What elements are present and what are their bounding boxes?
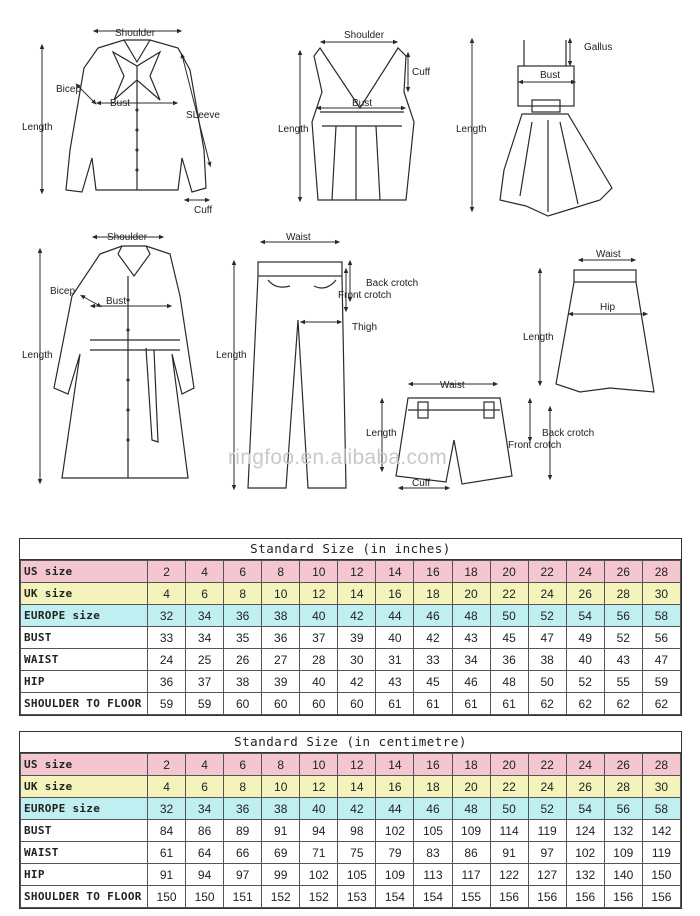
size-value-cell: 8: [262, 561, 300, 583]
shorts-waist-label: Waist: [440, 380, 465, 391]
size-value-cell: 36: [224, 798, 262, 820]
size-value-cell: 16: [414, 754, 452, 776]
size-value-cell: 102: [300, 864, 338, 886]
size-value-cell: 48: [490, 671, 528, 693]
size-value-cell: 18: [414, 776, 452, 798]
watermark-text: ringfoo.en.alibaba.com: [228, 446, 448, 469]
size-value-cell: 119: [642, 842, 680, 864]
size-value-cell: 59: [186, 693, 224, 715]
size-value-cell: 46: [452, 671, 490, 693]
row-label: SHOULDER TO FLOOR: [21, 693, 148, 715]
size-value-cell: 32: [148, 605, 186, 627]
size-value-cell: 50: [490, 605, 528, 627]
size-value-cell: 10: [300, 754, 338, 776]
size-value-cell: 154: [414, 886, 452, 908]
coat-length-label: Length: [22, 350, 53, 361]
size-value-cell: 62: [528, 693, 566, 715]
size-value-cell: 38: [262, 605, 300, 627]
size-value-cell: 132: [566, 864, 604, 886]
size-value-cell: 52: [528, 798, 566, 820]
vest-diagram: [278, 30, 430, 200]
size-value-cell: 60: [338, 693, 376, 715]
size-value-cell: 156: [566, 886, 604, 908]
size-value-cell: 27: [262, 649, 300, 671]
skirt-waist-label: Waist: [596, 249, 621, 260]
size-value-cell: 18: [452, 561, 490, 583]
size-value-cell: 14: [376, 561, 414, 583]
size-value-cell: 43: [604, 649, 642, 671]
size-value-cell: 6: [224, 561, 262, 583]
size-value-cell: 40: [300, 605, 338, 627]
table-row: [21, 842, 681, 864]
size-value-cell: 34: [186, 627, 224, 649]
size-value-cell: 156: [490, 886, 528, 908]
coat-shoulder-label: Shoulder: [107, 232, 148, 243]
size-value-cell: 14: [338, 583, 376, 605]
size-value-cell: 10: [300, 561, 338, 583]
size-value-cell: 26: [566, 776, 604, 798]
size-value-cell: 62: [604, 693, 642, 715]
size-value-cell: 28: [604, 776, 642, 798]
size-value-cell: 18: [452, 754, 490, 776]
coat-diagram: [22, 232, 194, 482]
size-value-cell: 20: [490, 561, 528, 583]
size-value-cell: 16: [376, 583, 414, 605]
size-value-cell: 62: [642, 693, 680, 715]
size-value-cell: 102: [376, 820, 414, 842]
shirt-bust-label: Bust: [110, 98, 131, 109]
size-value-cell: 84: [148, 820, 186, 842]
size-value-cell: 117: [452, 864, 490, 886]
size-value-cell: 4: [148, 583, 186, 605]
row-label: UK size: [21, 776, 148, 798]
size-value-cell: 18: [414, 583, 452, 605]
row-label: UK size: [21, 583, 148, 605]
size-value-cell: 152: [262, 886, 300, 908]
size-value-cell: 28: [642, 561, 680, 583]
size-value-cell: 46: [414, 798, 452, 820]
shirt-length-label: Length: [22, 122, 53, 133]
size-value-cell: 37: [186, 671, 224, 693]
size-value-cell: 31: [376, 649, 414, 671]
row-label: EUROPE size: [21, 798, 148, 820]
size-value-cell: 69: [262, 842, 300, 864]
size-value-cell: 50: [490, 798, 528, 820]
size-value-cell: 6: [186, 776, 224, 798]
size-value-cell: 39: [338, 627, 376, 649]
size-value-cell: 4: [148, 776, 186, 798]
size-value-cell: 113: [414, 864, 452, 886]
table-row: [21, 798, 681, 820]
size-value-cell: 4: [186, 561, 224, 583]
table-body: [21, 561, 681, 715]
size-value-cell: 36: [224, 605, 262, 627]
size-value-cell: 36: [262, 627, 300, 649]
skirt-diagram: [523, 249, 654, 392]
size-value-cell: 36: [490, 649, 528, 671]
row-label: HIP: [21, 671, 148, 693]
size-value-cell: 8: [224, 776, 262, 798]
size-value-cell: 25: [186, 649, 224, 671]
size-value-cell: 61: [490, 693, 528, 715]
size-value-cell: 54: [566, 605, 604, 627]
row-label: WAIST: [21, 842, 148, 864]
size-value-cell: 24: [566, 754, 604, 776]
table-row: [21, 605, 681, 627]
size-value-cell: 156: [528, 886, 566, 908]
row-label: EUROPE size: [21, 605, 148, 627]
size-value-cell: 86: [452, 842, 490, 864]
size-value-cell: 48: [452, 605, 490, 627]
table-row: [21, 776, 681, 798]
row-label: WAIST: [21, 649, 148, 671]
size-value-cell: 10: [262, 776, 300, 798]
size-value-cell: 83: [414, 842, 452, 864]
size-value-cell: 43: [376, 671, 414, 693]
size-value-cell: 48: [452, 798, 490, 820]
table-row: [21, 583, 681, 605]
size-value-cell: 30: [642, 776, 680, 798]
size-value-cell: 24: [148, 649, 186, 671]
size-value-cell: 38: [528, 649, 566, 671]
size-value-cell: 42: [338, 605, 376, 627]
size-value-cell: 60: [262, 693, 300, 715]
row-label: SHOULDER TO FLOOR: [21, 886, 148, 908]
size-value-cell: 32: [148, 798, 186, 820]
table-row: [21, 671, 681, 693]
size-value-cell: 89: [224, 820, 262, 842]
table-row: [21, 561, 681, 583]
pants-back-crotch-label: Back crotch: [366, 278, 419, 289]
size-value-cell: 16: [414, 561, 452, 583]
size-value-cell: 153: [338, 886, 376, 908]
size-value-cell: 91: [148, 864, 186, 886]
size-value-cell: 47: [528, 627, 566, 649]
pants-length-label: Length: [216, 350, 247, 361]
size-value-cell: 150: [642, 864, 680, 886]
size-value-cell: 22: [528, 754, 566, 776]
vest-shoulder-label: Shoulder: [344, 30, 385, 41]
size-value-cell: 152: [300, 886, 338, 908]
size-value-cell: 154: [376, 886, 414, 908]
size-value-cell: 58: [642, 798, 680, 820]
size-value-cell: 58: [642, 605, 680, 627]
row-label: HIP: [21, 864, 148, 886]
size-value-cell: 132: [604, 820, 642, 842]
shirt-bicep-label: Bicep: [56, 84, 82, 95]
size-value-cell: 20: [490, 754, 528, 776]
size-value-cell: 98: [338, 820, 376, 842]
size-value-cell: 40: [566, 649, 604, 671]
size-value-cell: 42: [338, 671, 376, 693]
size-value-cell: 12: [300, 583, 338, 605]
size-value-cell: 6: [224, 754, 262, 776]
row-label: BUST: [21, 627, 148, 649]
size-value-cell: 151: [224, 886, 262, 908]
size-value-cell: 75: [338, 842, 376, 864]
shirt-sleeve-label: SLeeve: [186, 110, 220, 121]
row-label: US size: [21, 754, 148, 776]
size-value-cell: 20: [452, 776, 490, 798]
size-value-cell: 22: [528, 561, 566, 583]
size-value-cell: 109: [376, 864, 414, 886]
size-value-cell: 61: [414, 693, 452, 715]
coat-bicep-label: Bicep: [50, 286, 76, 297]
size-value-cell: 56: [604, 605, 642, 627]
size-value-cell: 14: [376, 754, 414, 776]
size-value-cell: 122: [490, 864, 528, 886]
size-value-cell: 124: [566, 820, 604, 842]
size-value-cell: 66: [224, 842, 262, 864]
size-value-cell: 38: [262, 798, 300, 820]
size-value-cell: 52: [604, 627, 642, 649]
size-value-cell: 36: [148, 671, 186, 693]
size-value-cell: 109: [604, 842, 642, 864]
size-value-cell: 56: [642, 627, 680, 649]
dress-bust-label: Bust: [540, 70, 561, 81]
size-value-cell: 61: [148, 842, 186, 864]
size-value-cell: 14: [338, 776, 376, 798]
size-value-cell: 28: [642, 754, 680, 776]
size-value-cell: 16: [376, 776, 414, 798]
size-value-cell: 37: [300, 627, 338, 649]
dress-gallus-label: Gallus: [584, 42, 613, 53]
row-label: BUST: [21, 820, 148, 842]
size-value-cell: 24: [528, 583, 566, 605]
size-value-cell: 156: [642, 886, 680, 908]
size-value-cell: 26: [566, 583, 604, 605]
size-value-cell: 34: [186, 798, 224, 820]
shorts-front-crotch-label: Front crotch: [508, 440, 562, 451]
size-value-cell: 38: [224, 671, 262, 693]
size-value-cell: 20: [452, 583, 490, 605]
table-row: [21, 820, 681, 842]
size-value-cell: 28: [604, 583, 642, 605]
size-value-cell: 155: [452, 886, 490, 908]
size-value-cell: 22: [490, 776, 528, 798]
size-value-cell: 60: [300, 693, 338, 715]
pants-front-crotch-label: Front crotch: [338, 290, 392, 301]
table-row: [21, 627, 681, 649]
size-value-cell: 43: [452, 627, 490, 649]
size-value-cell: 97: [528, 842, 566, 864]
size-value-cell: 91: [262, 820, 300, 842]
size-value-cell: 59: [642, 671, 680, 693]
shorts-length-label: Length: [366, 428, 397, 439]
size-value-cell: 56: [604, 798, 642, 820]
size-value-cell: 50: [528, 671, 566, 693]
pants-waist-label: Waist: [286, 232, 311, 243]
table-body: [21, 754, 681, 908]
size-value-cell: 6: [186, 583, 224, 605]
size-value-cell: 55: [604, 671, 642, 693]
size-value-cell: 105: [414, 820, 452, 842]
size-table-inches: [19, 538, 682, 716]
table-row: [21, 649, 681, 671]
size-value-cell: 86: [186, 820, 224, 842]
size-value-cell: 105: [338, 864, 376, 886]
size-value-cell: 49: [566, 627, 604, 649]
size-value-cell: 140: [604, 864, 642, 886]
size-value-cell: 12: [338, 754, 376, 776]
vest-bust-label: Bust: [352, 98, 373, 109]
size-value-cell: 42: [338, 798, 376, 820]
table-row: [21, 886, 681, 908]
size-value-cell: 45: [414, 671, 452, 693]
size-value-cell: 2: [148, 561, 186, 583]
size-value-cell: 94: [186, 864, 224, 886]
size-value-cell: 45: [490, 627, 528, 649]
size-value-cell: 150: [148, 886, 186, 908]
pants-thigh-label: Thigh: [352, 322, 378, 333]
size-value-cell: 64: [186, 842, 224, 864]
vest-length-label: Length: [278, 124, 309, 135]
shirt-cuff-label: Cuff: [194, 205, 213, 216]
size-value-cell: 102: [566, 842, 604, 864]
dress-diagram: [456, 40, 612, 216]
table-title: Standard Size (in inches): [20, 539, 681, 560]
coat-bust-label: Bust: [106, 296, 127, 307]
size-value-cell: 94: [300, 820, 338, 842]
size-value-cell: 22: [490, 583, 528, 605]
size-value-cell: 40: [300, 671, 338, 693]
size-value-cell: 52: [528, 605, 566, 627]
size-value-cell: 52: [566, 671, 604, 693]
size-value-cell: 4: [186, 754, 224, 776]
size-value-cell: 44: [376, 605, 414, 627]
size-value-cell: 61: [452, 693, 490, 715]
size-value-cell: 91: [490, 842, 528, 864]
size-value-cell: 46: [414, 605, 452, 627]
table-row: [21, 864, 681, 886]
size-value-cell: 62: [566, 693, 604, 715]
size-value-cell: 97: [224, 864, 262, 886]
size-value-cell: 30: [642, 583, 680, 605]
size-value-cell: 150: [186, 886, 224, 908]
size-value-cell: 71: [300, 842, 338, 864]
size-table-centimetre: [19, 731, 682, 909]
size-value-cell: 12: [300, 776, 338, 798]
size-value-cell: 60: [224, 693, 262, 715]
table-row: [21, 754, 681, 776]
size-value-cell: 44: [376, 798, 414, 820]
size-value-cell: 42: [414, 627, 452, 649]
size-value-cell: 79: [376, 842, 414, 864]
shorts-back-crotch-label: Back crotch: [542, 428, 595, 439]
size-value-cell: 127: [528, 864, 566, 886]
size-value-cell: 109: [452, 820, 490, 842]
size-value-cell: 119: [528, 820, 566, 842]
size-value-cell: 10: [262, 583, 300, 605]
size-value-cell: 156: [604, 886, 642, 908]
size-value-cell: 40: [376, 627, 414, 649]
vest-cuff-label: Cuff: [412, 67, 431, 78]
shorts-cuff-label: Cuff: [412, 478, 431, 489]
size-value-cell: 142: [642, 820, 680, 842]
size-value-cell: 99: [262, 864, 300, 886]
size-value-cell: 114: [490, 820, 528, 842]
dress-length-label: Length: [456, 124, 487, 135]
row-label: US size: [21, 561, 148, 583]
skirt-hip-label: Hip: [600, 302, 616, 313]
table-row: [21, 693, 681, 715]
size-value-cell: 8: [224, 583, 262, 605]
size-value-cell: 26: [224, 649, 262, 671]
size-value-cell: 59: [148, 693, 186, 715]
size-value-cell: 61: [376, 693, 414, 715]
size-value-cell: 39: [262, 671, 300, 693]
size-value-cell: 47: [642, 649, 680, 671]
size-value-cell: 24: [566, 561, 604, 583]
size-value-cell: 33: [148, 627, 186, 649]
size-value-cell: 12: [338, 561, 376, 583]
size-value-cell: 8: [262, 754, 300, 776]
shirt-shoulder-label: Shoulder: [115, 28, 156, 39]
shirt-diagram: [22, 28, 220, 216]
size-value-cell: 26: [604, 754, 642, 776]
size-value-cell: 54: [566, 798, 604, 820]
size-value-cell: 33: [414, 649, 452, 671]
size-value-cell: 30: [338, 649, 376, 671]
size-value-cell: 28: [300, 649, 338, 671]
size-value-cell: 35: [224, 627, 262, 649]
size-value-cell: 2: [148, 754, 186, 776]
size-value-cell: 34: [452, 649, 490, 671]
table-title: Standard Size (in centimetre): [20, 732, 681, 753]
shorts-diagram: [366, 380, 594, 489]
size-value-cell: 34: [186, 605, 224, 627]
size-value-cell: 26: [604, 561, 642, 583]
skirt-length-label: Length: [523, 332, 554, 343]
size-value-cell: 24: [528, 776, 566, 798]
size-value-cell: 40: [300, 798, 338, 820]
